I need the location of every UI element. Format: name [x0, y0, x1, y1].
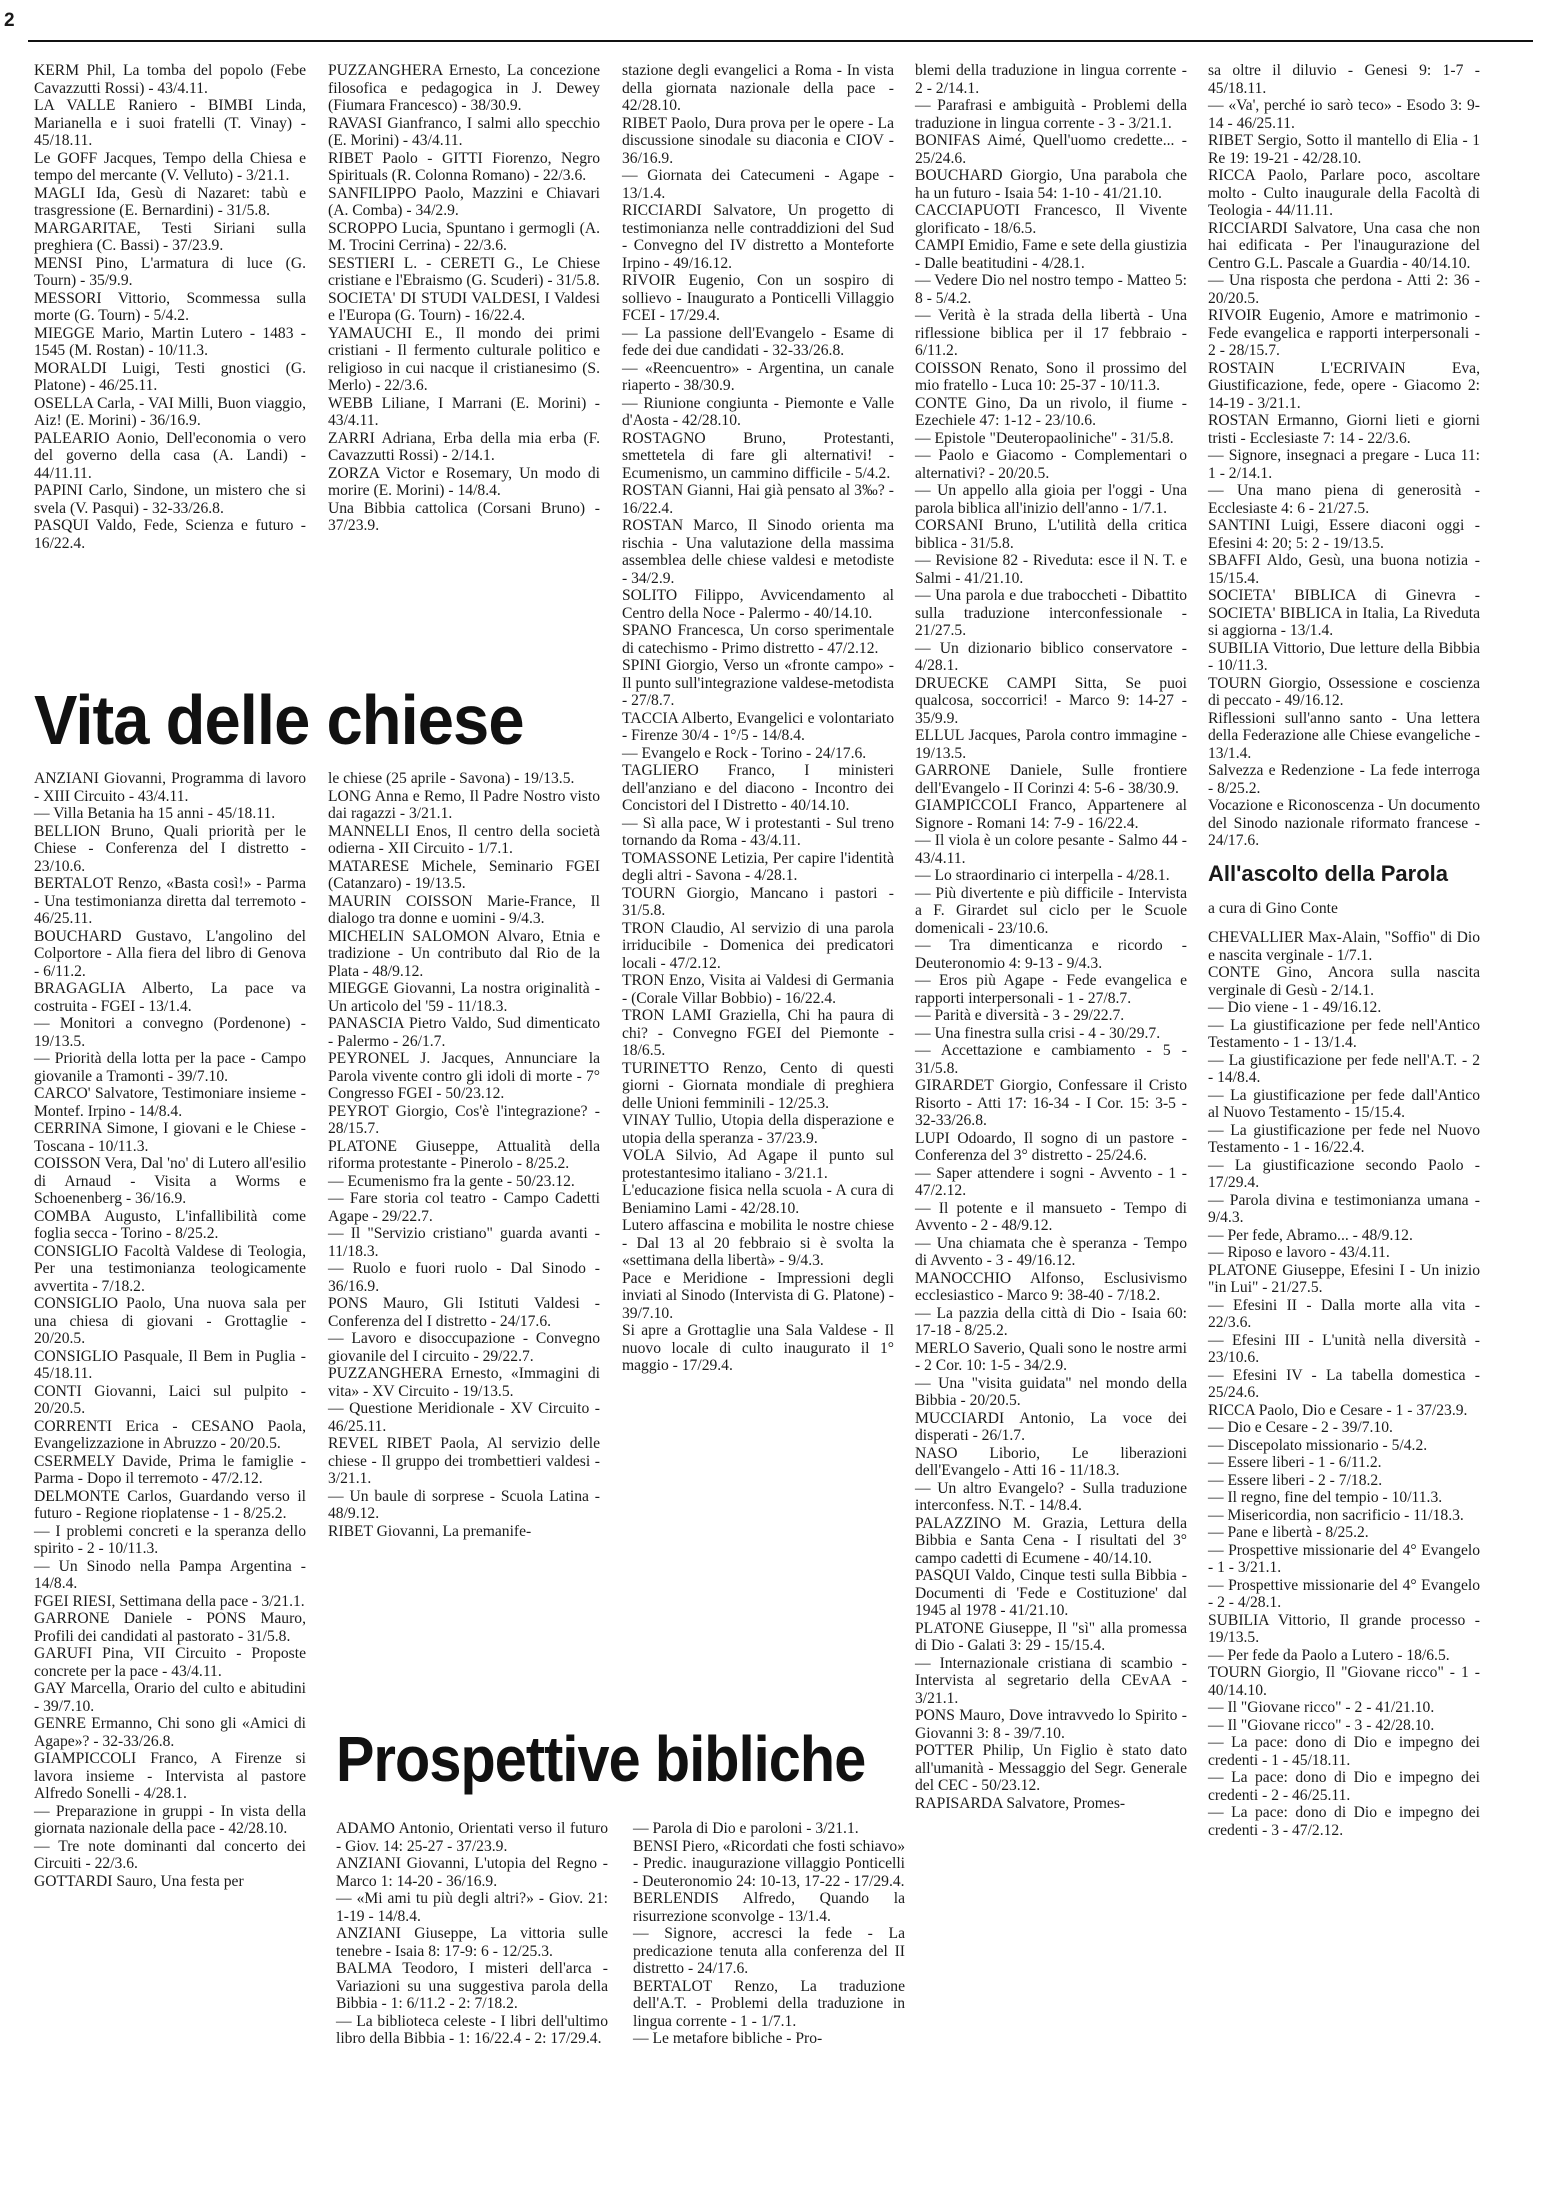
index-entry: — Il potente e il mansueto - Tempo di Avvento - 2 - 48/9.12. — [915, 1199, 1187, 1234]
index-entry: PLATONE Giuseppe, Il "sì" alla promessa di Dio - Galati 3: 29 - 15/15.4. — [915, 1619, 1187, 1654]
index-entry: TURINETTO Renzo, Cento di questi giorni - Giornata mondiale di preghiera delle Unioni femminili - 12/25.3. — [622, 1059, 894, 1112]
index-entry: SOLITO Filippo, Avvicendamento al Centro della Noce - Palermo - 40/14.10. — [622, 587, 894, 622]
index-entry: MAURIN COISSON Marie-France, Il dialogo tra donne e uomini - 9/4.3. — [328, 892, 600, 927]
index-entry: — «Va', perché io sarò teco» - Esodo 3: 9-14 - 46/25.11. — [1208, 97, 1480, 132]
index-entry: COMBA Augusto, L'infallibilità come foglia secca - Torino - 8/25.2. — [34, 1207, 306, 1242]
ascolto-column — [1208, 929, 1480, 1839]
index-entry: — Il viola è un colore pesante - Salmo 44 - 43/4.11. — [915, 832, 1187, 867]
index-entry: CONTE Gino, Da un rivolo, il fiume - Ezechiele 47: 1-12 - 23/10.6. — [915, 394, 1187, 429]
index-entry: BALMA Teodoro, I misteri dell'arca - Variazioni su una suggestiva parola della Bibbia - 1: 6/11.2 - 2: 7/18.2. — [336, 1960, 608, 2012]
index-entry: Salvezza e Redenzione - La fede interroga - 8/25.2. — [1208, 762, 1480, 797]
index-entry: VOLA Silvio, Ad Agape il punto sul protestantesimo italiano - 3/21.1. — [622, 1147, 894, 1182]
index-entry: SPANO Francesca, Un corso sperimentale di catechismo - Primo distretto - 47/2.12. — [622, 622, 894, 657]
index-entry: MIEGGE Giovanni, La nostra originalità - Un articolo del '59 - 11/18.3. — [328, 980, 600, 1015]
index-entry: — Più divertente e più difficile - Intervista a F. Girardet sul ciclo per le Scuole domenicali - 23/10.6. — [915, 884, 1187, 937]
index-entry: NASO Liborio, Le liberazioni dell'Evangelo - Atti 16 - 11/18.3. — [915, 1444, 1187, 1479]
index-entry: — Una "visita guidata" nel mondo della Bibbia - 20/20.5. — [915, 1374, 1187, 1409]
index-entry: — Per fede, Abramo... - 48/9.12. — [1208, 1226, 1413, 1244]
index-entry: — Saper attendere i sogni - Avvento - 1 - 47/2.12. — [915, 1164, 1187, 1199]
index-entry: SPINI Giorgio, Verso un «fronte campo» - Il punto sull'integrazione valdese-metodista - 27/8.7. — [622, 657, 894, 709]
index-entry: PEYRONEL J. Jacques, Annunciare la Parola vivente contro gli idoli di morte - 7° Congresso FGEI - 50/23.12. — [328, 1050, 600, 1102]
index-entry: ROSTAN Marco, Il Sinodo orienta ma rischia - Una valutazione della massima assemblea delle chiese valdesi e metodiste - 34/2.9. — [622, 517, 894, 587]
ascolto-section — [1208, 860, 1480, 918]
index-entry: MATARESE Michele, Seminario FGEI (Catanzaro) - 19/13.5. — [328, 857, 600, 892]
prospettive-column-4 — [915, 62, 1187, 1812]
index-entry: PALEARIO Aonio, Dell'economia o vero del governo della casa (A. Landi) - 44/11.11. — [34, 429, 306, 482]
index-entry: — Monitori a convegno (Pordenone) - 19/13.5. — [34, 1015, 306, 1050]
index-entry: — Parola di Dio e paroloni - 3/21.1. — [633, 1820, 859, 1837]
index-entry: POTTER Philip, Un Figlio è stato dato all'umanità - Messaggio del Segr. Generale del CEC - 50/23.12. — [915, 1742, 1187, 1794]
index-entry: ANZIANI Giovanni, Programma di lavoro - XIII Circuito - 43/4.11. — [34, 770, 306, 805]
index-entry: MARGARITAE, Testi Siriani sulla preghiera (C. Bassi) - 37/23.9. — [34, 219, 306, 254]
index-entry: RIVOIR Eugenio, Con un sospiro di sollievo - Inaugurato a Ponticelli Villaggio FCEI - 17/29.4. — [622, 272, 894, 324]
index-entry: TOURN Giorgio, Ossessione e coscienza di peccato - 49/16.12. — [1208, 674, 1480, 709]
section-title-ascolto: All'ascolto della Parola — [1208, 860, 1448, 886]
index-entry: — Un Sinodo nella Pampa Argentina - 14/8.4. — [34, 1557, 306, 1592]
index-entry: — La giustificazione per fede dall'Antico al Nuovo Testamento - 15/15.4. — [1208, 1086, 1480, 1121]
index-entry: MICHELIN SALOMON Alvaro, Etnia e tradizione - Un contributo dal Rio de la Plata - 48/9.12. — [328, 927, 600, 980]
index-entry: PLATONE Giuseppe, Efesini I - Un inizio "in Lui" - 21/27.5. — [1208, 1261, 1480, 1296]
index-entry: FGEI RIESI, Settimana della pace - 3/21.1. — [34, 1592, 305, 1610]
index-entry: RICCIARDI Salvatore, Una casa che non hai edificata - Per l'inaugurazione del Centro G.L. Pascale a Guardia - 40/14.10. — [1208, 219, 1480, 272]
index-entry: — La pazzia della città di Dio - Isaia 60: 17-18 - 8/25.2. — [915, 1304, 1187, 1339]
index-entry: BOUCHARD Gustavo, L'angolino del Colportore - Alla fiera del libro di Genova - 6/11.2. — [34, 927, 306, 980]
index-entry: TAGLIERO Franco, I ministeri dell'anziano e del diacono - Incontro dei Concistori del I Distretto - 40/14.10. — [622, 762, 894, 814]
index-entry: RICCA Paolo, Dio e Cesare - 1 - 37/23.9. — [1208, 1401, 1468, 1419]
index-entry: TOURN Giorgio, Il "Giovane ricco" - 1 - 40/14.10. — [1208, 1664, 1480, 1699]
index-entry: CONSIGLIO Paolo, Una nuova sala per una chiesa di giovani - Grottaglie - 20/20.5. — [34, 1295, 306, 1347]
index-entry: — Il "Giovane ricco" - 3 - 42/28.10. — [1208, 1716, 1435, 1734]
index-entry: — Questione Meridionale - XV Circuito - 46/25.11. — [328, 1400, 600, 1435]
prospettive-column-1 — [336, 1820, 608, 2048]
index-entry: GOTTARDI Sauro, Una festa per — [34, 1872, 244, 1890]
index-entry: CERRINA Simone, I giovani e le Chiese - Toscana - 10/11.3. — [34, 1120, 306, 1155]
index-entry: DRUECKE CAMPI Sitta, Se puoi qualcosa, soccorrici! - Marco 9: 14-27 - 35/9.9. — [915, 674, 1187, 727]
index-entry: OSELLA Carla, - VAI Milli, Buon viaggio, Aiz! (E. Morini) - 36/16.9. — [34, 394, 306, 429]
index-entry: — La giustificazione per fede nell'Antico Testamento - 1 - 13/1.4. — [1208, 1016, 1480, 1051]
index-entry: — Signore, accresci la fede - La predicazione tenuta alla conferenza del II distretto - 24/17.6. — [633, 1925, 905, 1977]
index-entry: — Giornata dei Catecumeni - Agape - 13/1.4. — [622, 167, 894, 202]
index-entry: RAPISARDA Salvatore, Promes- — [915, 1794, 1126, 1812]
index-entry: ZARRI Adriana, Erba della mia erba (F. Cavazzutti Rossi) - 2/14.1. — [328, 429, 600, 464]
index-entry: — Dio e Cesare - 2 - 39/7.10. — [1208, 1419, 1393, 1436]
index-entry: PASQUI Valdo, Cinque testi sulla Bibbia - Documenti di 'Fede e Costituzione' dal 1945 al 1978 - 41/21.10. — [915, 1567, 1187, 1619]
index-entry: GIAMPICCOLI Franco, Appartenere al Signore - Romani 14: 7-9 - 16/22.4. — [915, 797, 1187, 832]
index-entry: — I problemi concreti e la speranza dello spirito - 2 - 10/11.3. — [34, 1522, 306, 1557]
index-entry: — Fare storia col teatro - Campo Cadetti Agape - 29/22.7. — [328, 1190, 600, 1225]
index-entry: — Signore, insegnaci a pregare - Luca 11: 1 - 2/14.1. — [1208, 447, 1480, 482]
index-entry: — Tre note dominanti dal concerto dei Circuiti - 22/3.6. — [34, 1837, 306, 1872]
index-entry: PONS Mauro, Gli Istituti Valdesi - Conferenza del I distretto - 24/17.6. — [328, 1295, 600, 1330]
index-entry: ROSTAN Gianni, Hai già pensato al 3‰? - 16/22.4. — [622, 482, 894, 517]
index-entry: Lutero affascina e mobilita le nostre chiese - Dal 13 al 20 febbraio si è svolta la «settimana della libertà» - 9/4.3. — [622, 1217, 894, 1269]
index-entry: VINAY Tullio, Utopia della disperazione e utopia della speranza - 37/23.9. — [622, 1112, 894, 1147]
index-entry: Si apre a Grottaglie una Sala Valdese - Il nuovo locale di culto inaugurato il 1° maggio - 17/29.4. — [622, 1322, 894, 1374]
index-entry: SBAFFI Aldo, Gesù, una buona notizia - 15/15.4. — [1208, 552, 1480, 587]
index-entry: Riflessioni sull'anno santo - Una lettera della Federazione alle Chiese evangeliche - 13/1.4. — [1208, 709, 1480, 762]
index-entry: ADAMO Antonio, Orientati verso il futuro - Giov. 14: 25-27 - 37/23.9. — [336, 1820, 608, 1855]
index-entry: CAMPI Emidio, Fame e sete della giustizia - Dalle beatitudini - 4/28.1. — [915, 237, 1187, 272]
index-entry: — Un dizionario biblico conservatore - 4/28.1. — [915, 639, 1187, 674]
index-entry: — Riposo e lavoro - 43/4.11. — [1208, 1244, 1390, 1261]
index-entry: — Ecumenismo fra la gente - 50/23.12. — [328, 1172, 575, 1190]
index-entry: — Misericordia, non sacrificio - 11/18.3. — [1208, 1506, 1464, 1524]
index-entry: — Il "Giovane ricco" - 2 - 41/21.10. — [1208, 1699, 1435, 1716]
index-entry: — Essere liberi - 1 - 6/11.2. — [1208, 1454, 1382, 1471]
index-entry: BOUCHARD Giorgio, Una parabola che ha un futuro - Isaia 54: 1-10 - 41/21.10. — [915, 167, 1187, 202]
index-entry: PONS Mauro, Dove intravvedo lo Spirito - Giovanni 3: 8 - 39/7.10. — [915, 1707, 1187, 1742]
index-entry: GAY Marcella, Orario del culto e abitudini - 39/7.10. — [34, 1680, 306, 1715]
index-entry: ROSTAGNO Bruno, Protestanti, smettetela di fare gli alternativi! - Ecumenismo, un cammino difficile - 5/4.2. — [622, 429, 894, 482]
index-entry: — Epistole "Deuteropaoliniche" - 31/5.8. — [915, 429, 1174, 447]
index-entry: RIVOIR Eugenio, Amore e matrimonio - Fede evangelica e rapporti interpersonali - 2 - 28/15.7. — [1208, 307, 1480, 359]
top-column-2 — [328, 62, 600, 535]
index-entry: WEBB Liliane, I Marrani (E. Morini) - 43/4.11. — [328, 394, 600, 429]
index-entry: L'educazione fisica nella scuola - A cura di Beniamino Lami - 42/28.10. — [622, 1182, 894, 1217]
index-entry: TACCIA Alberto, Evangelici e volontariato - Firenze 30/4 - 1°/5 - 14/8.4. — [622, 709, 894, 744]
index-entry: — La pace: dono di Dio e impegno dei credenti - 3 - 47/2.12. — [1208, 1804, 1480, 1839]
index-entry: PAPINI Carlo, Sindone, un mistero che si svela (V. Pasqui) - 32-33/26.8. — [34, 482, 306, 517]
index-entry: LONG Anna e Remo, Il Padre Nostro visto dai ragazzi - 3/21.1. — [328, 787, 600, 822]
index-entry: TRON Claudio, Al servizio di una parola irriducibile - Domenica dei predicatori locali - 47/2.12. — [622, 919, 894, 972]
index-entry: — Una parola e due traboccheti - Dibattito sulla traduzione interconfessionale - 21/27.5. — [915, 587, 1187, 639]
index-entry: GARRONE Daniele - PONS Mauro, Profili dei candidati al pastorato - 31/5.8. — [34, 1610, 306, 1645]
index-entry: — «Reencuentro» - Argentina, un canale riaperto - 38/30.9. — [622, 359, 894, 394]
index-entry: CSERMELY Davide, Prima le famiglie - Parma - Dopo il terremoto - 47/2.12. — [34, 1452, 306, 1487]
index-entry: — Dio viene - 1 - 49/16.12. — [1208, 999, 1382, 1016]
index-entry: — Una chiamata che è speranza - Tempo di Avvento - 3 - 49/16.12. — [915, 1234, 1187, 1269]
index-entry: — Paolo e Giacomo - Complementari o alternativi? - 20/20.5. — [915, 447, 1187, 482]
index-entry: PANASCIA Pietro Valdo, Sud dimenticato - Palermo - 26/1.7. — [328, 1015, 600, 1050]
top-column-1 — [34, 62, 306, 552]
index-entry: — Ruolo e fuori ruolo - Dal Sinodo - 36/16.9. — [328, 1260, 600, 1295]
index-entry: BENSI Piero, «Ricordati che fosti schiavo» - Predic. inaugurazione villaggio Ponticelli - Deuteronomio 24: 10-13, 17-22 - 17/29.4. — [633, 1837, 905, 1890]
index-entry: — Evangelo e Rock - Torino - 24/17.6. — [622, 744, 867, 762]
index-entry: — Tra dimenticanza e ricordo - Deuteronomio 4: 9-13 - 9/4.3. — [915, 937, 1187, 972]
index-entry: SUBILIA Vittorio, Due letture della Bibbia - 10/11.3. — [1208, 639, 1480, 674]
index-entry: — Prospettive missionarie del 4° Evangelo - 1 - 3/21.1. — [1208, 1541, 1480, 1576]
index-entry: MERLO Saverio, Quali sono le nostre armi - 2 Cor. 10: 1-5 - 34/2.9. — [915, 1339, 1187, 1374]
index-entry: — Prospettive missionarie del 4° Evangelo - 2 - 4/28.1. — [1208, 1576, 1480, 1611]
index-entry: — «Mi ami tu più degli altri?» - Giov. 21: 1-19 - 14/8.4. — [336, 1890, 608, 1925]
vita-column-1 — [34, 770, 306, 1890]
index-entry: RIBET Giovanni, La premanife- — [328, 1522, 532, 1540]
index-entry: KERM Phil, La tomba del popolo (Febe Cavazzutti Rossi) - 43/4.11. — [34, 62, 306, 97]
index-entry: MIEGGE Mario, Martin Lutero - 1483 - 1545 (M. Rostan) - 10/11.3. — [34, 324, 306, 359]
index-entry: CORRENTI Erica - CESANO Paola, Evangelizzazione in Abruzzo - 20/20.5. — [34, 1417, 306, 1452]
index-entry: — Parafrasi e ambiguità - Problemi della traduzione in lingua corrente - 3 - 3/21.1. — [915, 97, 1187, 132]
index-entry: — Una risposta che perdona - Atti 2: 36 - 20/20.5. — [1208, 272, 1480, 307]
prospettive-column-5 — [1208, 62, 1480, 850]
index-entry: — Un appello alla gioia per l'oggi - Una parola biblica all'inizio dell'anno - 1/7.1. — [915, 482, 1187, 517]
index-entry: — Accettazione e cambiamento - 5 - 31/5.8. — [915, 1042, 1187, 1077]
index-entry: CACCIAPUOTI Francesco, Il Vivente glorificato - 18/6.5. — [915, 202, 1187, 237]
index-entry: GARRONE Daniele, Sulle frontiere dell'Evangelo - II Corinzi 4: 5-6 - 38/30.9. — [915, 762, 1187, 797]
index-entry: CONSIGLIO Pasquale, Il Bem in Puglia - 45/18.11. — [34, 1347, 306, 1382]
index-entry: sa oltre il diluvio - Genesi 9: 1-7 - 45/18.11. — [1208, 62, 1480, 97]
section-title-prospettive: Prospettive bibliche — [336, 1723, 866, 1795]
ascolto-curated-by: a cura di Gino Conte — [1208, 899, 1338, 917]
index-entry: — Verità è la strada della libertà - Una riflessione biblica per il 17 febbraio - 6/11.2. — [915, 307, 1187, 359]
index-entry: — Riunione congiunta - Piemonte e Valle d'Aosta - 42/28.10. — [622, 394, 894, 429]
index-entry: — Priorità della lotta per la pace - Campo giovanile a Tramonti - 39/7.10. — [34, 1050, 306, 1085]
index-entry: MUCCIARDI Antonio, La voce dei disperati - 26/1.7. — [915, 1409, 1187, 1444]
index-entry: BRAGAGLIA Alberto, La pace va costruita - FGEI - 13/1.4. — [34, 980, 306, 1015]
index-entry: CORSANI Bruno, L'utilità della critica biblica - 31/5.8. — [915, 517, 1187, 552]
index-entry: — Villa Betania ha 15 anni - 45/18.11. — [34, 805, 276, 822]
index-entry: — La giustificazione per fede nel Nuovo Testamento - 1 - 16/22.4. — [1208, 1121, 1480, 1156]
index-entry: — Un altro Evangelo? - Sulla traduzione interconfess. N.T. - 14/8.4. — [915, 1479, 1187, 1514]
index-entry: blemi della traduzione in lingua corrente - 2 - 2/14.1. — [915, 62, 1187, 97]
index-entry: ANZIANI Giuseppe, La vittoria sulle tenebre - Isaia 8: 17-9: 6 - 12/25.3. — [336, 1925, 608, 1960]
index-entry: SANTINI Luigi, Essere diaconi oggi - Efesini 4: 20; 5: 2 - 19/13.5. — [1208, 517, 1480, 552]
index-entry: — Efesini IV - La tabella domestica - 25/24.6. — [1208, 1366, 1480, 1401]
column-5 — [1208, 62, 1480, 1839]
index-entry: — Vedere Dio nel nostro tempo - Matteo 5: 8 - 5/4.2. — [915, 272, 1187, 307]
index-entry: ZORZA Victor e Rosemary, Un modo di morire (E. Morini) - 14/8.4. — [328, 464, 600, 499]
index-entry: le chiese (25 aprile - Savona) - 19/13.5. — [328, 770, 575, 787]
index-entry: — Sì alla pace, W i protestanti - Sul treno tornando da Roma - 43/4.11. — [622, 814, 894, 849]
index-entry: CHEVALLIER Max-Alain, "Soffio" di Dio e nascita verginale - 1/7.1. — [1208, 929, 1480, 964]
index-entry: ELLUL Jacques, Parola contro immagine - 19/13.5. — [915, 727, 1187, 762]
index-entry: — Efesini II - Dalla morte alla vita - 22/3.6. — [1208, 1296, 1480, 1331]
index-entry: MANNELLI Enos, Il centro della società odierna - XII Circuito - 1/7.1. — [328, 822, 600, 857]
index-entry: PUZZANGHERA Ernesto, «Immagini di vita» - XV Circuito - 19/13.5. — [328, 1365, 600, 1400]
index-entry: — Efesini III - L'unità nella diversità - 23/10.6. — [1208, 1331, 1480, 1366]
vita-column-2 — [328, 770, 600, 1540]
index-entry: — Una mano piena di generosità - Ecclesiaste 4: 6 - 21/27.5. — [1208, 482, 1480, 517]
index-entry: — La biblioteca celeste - I libri dell'ultimo libro della Bibbia - 1: 16/22.4 - 2: 17/29.4. — [336, 2012, 608, 2047]
index-entry: — Internazionale cristiana di scambio - Intervista al segretario della CEvAA - 3/21.1. — [915, 1654, 1187, 1707]
index-entry: — La giustificazione secondo Paolo - 17/29.4. — [1208, 1156, 1480, 1191]
index-entry: SESTIERI L. - CERETI G., Le Chiese cristiane e l'Ebraismo (G. Scuderi) - 31/5.8. — [328, 254, 600, 289]
index-entry: — Un baule di sorprese - Scuola Latina - 48/9.12. — [328, 1487, 600, 1522]
index-entry: — Per fede da Paolo a Lutero - 18/6.5. — [1208, 1646, 1450, 1664]
index-entry: MANOCCHIO Alfonso, Esclusivismo ecclesiastico - Marco 9: 38-40 - 7/18.2. — [915, 1269, 1187, 1304]
page-number: 2 — [4, 10, 15, 31]
index-entry: — Essere liberi - 2 - 7/18.2. — [1208, 1471, 1383, 1489]
index-entry: MENSI Pino, L'armatura di luce (G. Tourn) - 35/9.9. — [34, 254, 306, 289]
index-entry: TRON Enzo, Visita ai Valdesi di Germania - (Corale Villar Bobbio) - 16/22.4. — [622, 972, 894, 1007]
index-entry: YAMAUCHI E., Il mondo dei primi cristiani - Il fermento culturale politico e religioso in cui nacque il cristianesimo (S. Merlo) - 22/3.6. — [328, 324, 600, 394]
index-entry: Vocazione e Riconoscenza - Un documento del Sinodo nazionale riformato francese - 24/17.6. — [1208, 797, 1480, 849]
vita-column-3 — [622, 62, 894, 1375]
index-entry: COISSON Renato, Sono il prossimo del mio fratello - Luca 10: 25-37 - 10/11.3. — [915, 359, 1187, 394]
index-entry: PLATONE Giuseppe, Attualità della riforma protestante - Pinerolo - 8/25.2. — [328, 1137, 600, 1172]
index-entry: BERTALOT Renzo, La traduzione dell'A.T. - Problemi della traduzione in lingua corrente - 1 - 1/7.1. — [633, 1977, 905, 2030]
index-entry: CONSIGLIO Facoltà Valdese di Teologia, Per una testimonianza teologicamente avvertita - 7/18.2. — [34, 1242, 306, 1295]
index-entry: — Una finestra sulla crisi - 4 - 30/29.7. — [915, 1024, 1161, 1042]
header-rule — [28, 40, 1533, 42]
section-title-vita: Vita delle chiese — [34, 681, 524, 759]
index-entry: — Lo straordinario ci interpella - 4/28.1. — [915, 867, 1170, 884]
index-entry: SANFILIPPO Paolo, Mazzini e Chiavari (A. Comba) - 34/2.9. — [328, 184, 600, 219]
index-entry: PALAZZINO M. Grazia, Lettura della Bibbia e Santa Cena - I risultati del 3° campo cadetti di Ecumene - 40/14.10. — [915, 1514, 1187, 1567]
index-entry: — Lavoro e disoccupazione - Convegno giovanile del I circuito - 29/22.7. — [328, 1330, 600, 1365]
index-entry: RIBET Paolo, Dura prova per le opere - La discussione sinodale su diaconia e CIOV - 36/16.9. — [622, 114, 894, 167]
index-entry: — Il "Servizio cristiano" guarda avanti - 11/18.3. — [328, 1225, 600, 1260]
index-entry: RAVASI Gianfranco, I salmi allo specchio (E. Morini) - 43/4.11. — [328, 114, 600, 149]
index-entry: SUBILIA Vittorio, Il grande processo - 19/13.5. — [1208, 1611, 1480, 1646]
index-entry: BERLENDIS Alfredo, Quando la risurrezione sconvolge - 13/1.4. — [633, 1890, 905, 1925]
index-entry: Le GOFF Jacques, Tempo della Chiesa e tempo del mercante (V. Velluto) - 3/21.1. — [34, 149, 306, 184]
index-entry: BERTALOT Renzo, «Basta così!» - Parma - Una testimonianza diretta dal terremoto - 46/25.11. — [34, 875, 306, 927]
index-entry: RIBET Paolo - GITTI Fiorenzo, Negro Spirituals (R. Colonna Romano) - 22/3.6. — [328, 149, 600, 184]
index-entry: — La pace: dono di Dio e impegno dei credenti - 1 - 45/18.11. — [1208, 1734, 1480, 1769]
index-entry: MESSORI Vittorio, Scommessa sulla morte (G. Tourn) - 5/4.2. — [34, 289, 306, 324]
index-entry: stazione degli evangelici a Roma - In vista della giornata nazionale della pace - 42/28.10. — [622, 62, 894, 114]
index-entry: PEYROT Giorgio, Cos'è l'integrazione? - 28/15.7. — [328, 1102, 600, 1137]
index-entry: DELMONTE Carlos, Guardando verso il futuro - Regione rioplatense - 1 - 8/25.2. — [34, 1487, 306, 1522]
index-entry: GIRARDET Giorgio, Confessare il Cristo Risorto - Atti 17: 16-34 - I Cor. 15: 3-5 - 32-33/26.8. — [915, 1077, 1187, 1129]
index-entry: — Preparazione in gruppi - In vista della giornata nazionale della pace - 42/28.10. — [34, 1802, 306, 1837]
index-entry: Pace e Meridione - Impressioni degli inviati al Sinodo (Intervista di G. Platone) - 39/7.10. — [622, 1269, 894, 1322]
index-entry: TOMASSONE Letizia, Per capire l'identità degli altri - Savona - 4/28.1. — [622, 849, 894, 884]
index-entry: GENRE Ermanno, Chi sono gli «Amici di Agape»? - 32-33/26.8. — [34, 1715, 306, 1750]
index-entry: ROSTAN Ermanno, Giorni lieti e giorni tristi - Ecclesiaste 7: 14 - 22/3.6. — [1208, 412, 1480, 447]
index-entry: MORALDI Luigi, Testi gnostici (G. Platone) - 46/25.11. — [34, 359, 306, 394]
index-entry: RICCA Paolo, Parlare poco, ascoltare molto - Culto inaugurale della Facoltà di Teologia - 44/11.11. — [1208, 167, 1480, 219]
index-entry: LUPI Odoardo, Il sogno di un pastore - Conferenza del 3° distretto - 25/24.6. — [915, 1129, 1187, 1164]
index-entry: CONTI Giovanni, Laici sul pulpito - 20/20.5. — [34, 1382, 306, 1417]
index-entry: — La giustificazione per fede nell'A.T. - 2 - 14/8.4. — [1208, 1051, 1480, 1086]
index-entry: Una Bibbia cattolica (Corsani Bruno) - 37/23.9. — [328, 499, 600, 534]
index-entry: — La pace: dono di Dio e impegno dei credenti - 2 - 46/25.11. — [1208, 1769, 1480, 1804]
index-entry: REVEL RIBET Paola, Al servizio delle chiese - Il gruppo dei trombettieri valdesi - 3/21.1. — [328, 1435, 600, 1487]
index-entry: — Pane e libertà - 8/25.2. — [1208, 1524, 1369, 1541]
index-entry: — Discepolato missionario - 5/4.2. — [1208, 1436, 1428, 1454]
index-entry: — Parola divina e testimonianza umana - 9/4.3. — [1208, 1191, 1480, 1226]
index-entry: CARCO' Salvatore, Testimoniare insieme - Montef. Irpino - 14/8.4. — [34, 1085, 306, 1120]
index-entry: — Eros più Agape - Fede evangelica e rapporti interpersonali - 1 - 27/8.7. — [915, 972, 1187, 1007]
index-entry: — Le metafore bibliche - Pro- — [633, 2030, 823, 2047]
index-entry: RICCIARDI Salvatore, Un progetto di testimonianza nelle contraddizioni del Sud - Convegno del IV distretto a Monteforte Irpino - 49/16.12. — [622, 202, 894, 272]
index-entry: ROSTAIN L'ECRIVAIN Eva, Giustificazione, fede, opere - Giacomo 2: 14-19 - 3/21.1. — [1208, 359, 1480, 412]
index-entry: MAGLI Ida, Gesù di Nazaret: tabù e trasgressione (E. Bernardini) - 31/5.8. — [34, 184, 306, 219]
index-entry: PUZZANGHERA Ernesto, La concezione filosofica e pedagogica in J. Dewey (Fiumara Francesco) - 38/30.9. — [328, 62, 600, 114]
index-entry: ANZIANI Giovanni, L'utopia del Regno - Marco 1: 14-20 - 36/16.9. — [336, 1855, 608, 1890]
index-entry: BONIFAS Aimé, Quell'uomo credette... - 25/24.6. — [915, 132, 1187, 167]
index-entry: — La passione dell'Evangelo - Esame di fede dei due candidati - 32-33/26.8. — [622, 324, 894, 359]
index-entry: COISSON Vera, Dal 'no' di Lutero all'esilio di Arnaud - Visita a Worms e Schoenenberg - 36/16.9. — [34, 1155, 306, 1207]
index-entry: — Revisione 82 - Riveduta: esce il N. T. e Salmi - 41/21.10. — [915, 552, 1187, 587]
index-entry: GIAMPICCOLI Franco, A Firenze si lavora insieme - Intervista al pastore Alfredo Sonelli - 4/28.1. — [34, 1750, 306, 1802]
index-entry: BELLION Bruno, Quali priorità per le Chiese - Conferenza del I distretto - 23/10.6. — [34, 822, 306, 875]
index-entry: SOCIETA' BIBLICA di Ginevra - SOCIETA' BIBLICA in Italia, La Riveduta si aggiorna - 13/1.4. — [1208, 587, 1480, 639]
index-entry: — Il regno, fine del tempio - 10/11.3. — [1208, 1489, 1443, 1506]
index-entry: TOURN Giorgio, Mancano i pastori - 31/5.8. — [622, 884, 894, 919]
index-entry: CONTE Gino, Ancora sulla nascita verginale di Gesù - 2/14.1. — [1208, 964, 1480, 999]
index-entry: SCROPPO Lucia, Spuntano i germogli (A. M. Trocini Cerrina) - 22/3.6. — [328, 219, 600, 254]
index-entry: LA VALLE Raniero - BIMBI Linda, Marianella e i suoi fratelli (T. Vinay) - 45/18.11. — [34, 97, 306, 149]
index-entry: PASQUI Valdo, Fede, Scienza e futuro - 16/22.4. — [34, 517, 306, 552]
index-entry: SOCIETA' DI STUDI VALDESI, I Valdesi e l'Europa (G. Tourn) - 16/22.4. — [328, 289, 600, 324]
index-entry: RIBET Sergio, Sotto il mantello di Elia - 1 Re 19: 19-21 - 42/28.10. — [1208, 132, 1480, 167]
index-entry: TRON LAMI Graziella, Chi ha paura di chi? - Convegno FGEI del Piemonte - 18/6.5. — [622, 1007, 894, 1059]
prospettive-column-2 — [633, 1820, 905, 2048]
index-entry: — Parità e diversità - 3 - 29/22.7. — [915, 1007, 1125, 1024]
index-entry: GARUFI Pina, VII Circuito - Proposte concrete per la pace - 43/4.11. — [34, 1645, 306, 1680]
